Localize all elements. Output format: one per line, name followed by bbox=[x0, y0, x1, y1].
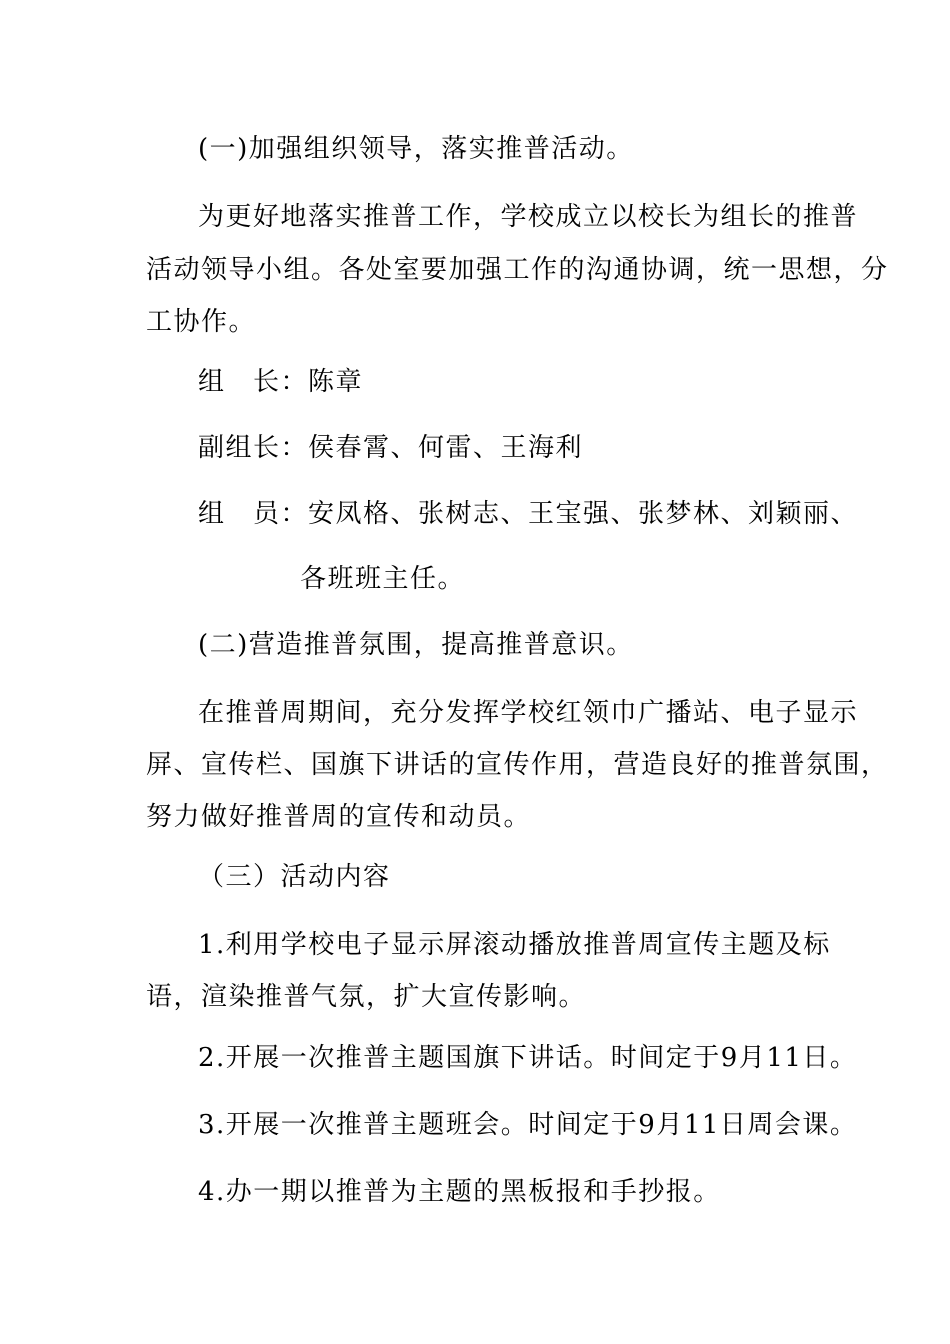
item-3-line: 3.开展一次推普主题班会。时间定于9月11日周会课。 bbox=[198, 1110, 858, 1140]
section-2-para-line-1: 在推普周期间，充分发挥学校红领巾广播站、电子显示 bbox=[198, 698, 859, 728]
item-4-line: 4.办一期以推普为主题的黑板报和手抄报。 bbox=[198, 1177, 721, 1207]
members-line: 组 员：安凤格、张树志、王宝强、张梦林、刘颖丽、 bbox=[198, 499, 859, 529]
deputy-leader-line: 副组长：侯春霄、何雷、王海利 bbox=[198, 433, 584, 463]
item-1-line-2: 语，渲染推普气氛，扩大宣传影响。 bbox=[146, 982, 587, 1012]
leader-line: 组 长：陈章 bbox=[198, 367, 364, 397]
item-2-line: 2.开展一次推普主题国旗下讲话。时间定于9月11日。 bbox=[198, 1043, 858, 1073]
section-2-para-line-2: 屏、宣传栏、国旗下讲话的宣传作用，营造良好的推普氛围， bbox=[146, 750, 889, 780]
section-2-heading: (二)营造推普氛围，提高推普意识。 bbox=[198, 630, 634, 660]
section-1-para-line-3: 工协作。 bbox=[146, 307, 257, 337]
members-continuation-line: 各班班主任。 bbox=[300, 564, 466, 594]
item-1-line-1: 1.利用学校电子显示屏滚动播放推普周宣传主题及标 bbox=[198, 930, 831, 960]
section-1-para-line-2: 活动领导小组。各处室要加强工作的沟通协调，统一思想，分 bbox=[146, 255, 889, 285]
section-1-para-line-1: 为更好地落实推普工作，学校成立以校长为组长的推普 bbox=[198, 202, 859, 232]
section-1-heading: (一)加强组织领导，落实推普活动。 bbox=[198, 134, 634, 164]
section-3-heading: （三）活动内容 bbox=[198, 862, 391, 892]
section-2-para-line-3: 努力做好推普周的宣传和动员。 bbox=[146, 802, 532, 832]
